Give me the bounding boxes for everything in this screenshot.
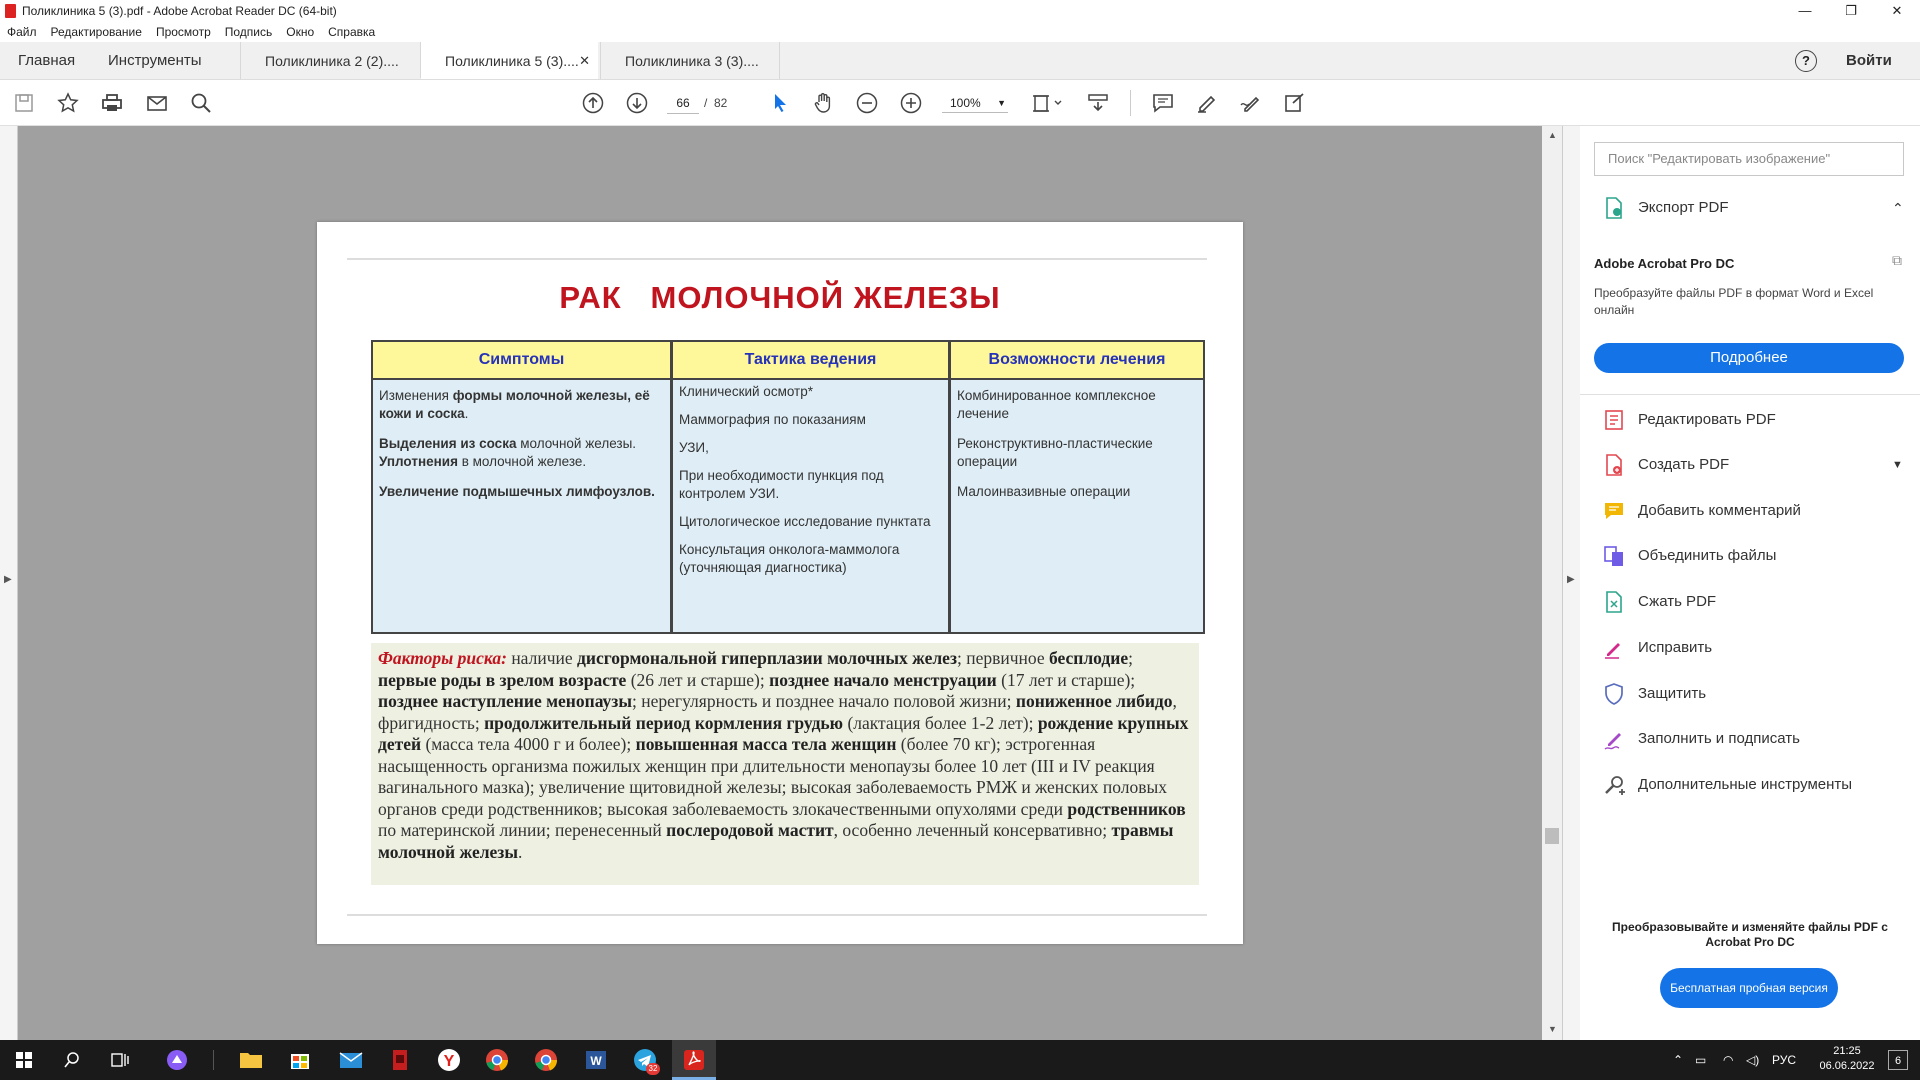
- combine-files-icon: [1602, 544, 1626, 568]
- info-table: [371, 340, 1205, 634]
- tab-document-2-label: Поликлиника 5 (3)....: [445, 53, 579, 69]
- chrome-profile-icon[interactable]: [531, 1045, 561, 1075]
- symptoms-cell: [373, 380, 670, 632]
- symptom-item: [379, 387, 664, 423]
- toolbar-divider: [1130, 90, 1131, 116]
- chevron-down-icon[interactable]: ▼: [1892, 459, 1903, 471]
- text-bold: позднее начало менструации: [769, 669, 997, 690]
- text-bold: повышенная масса тела женщин: [635, 734, 897, 754]
- volume-icon[interactable]: ◁): [1746, 1053, 1760, 1067]
- media-app-icon[interactable]: [385, 1045, 415, 1075]
- notification-center-icon[interactable]: 6: [1888, 1050, 1908, 1070]
- text: по материнской линии; перенесенный: [378, 820, 667, 840]
- sign-icon[interactable]: [1239, 91, 1263, 115]
- windows-taskbar: [0, 1040, 1920, 1080]
- risk-factors-box: [371, 643, 1199, 885]
- tool-label: Создать PDF: [1638, 456, 1730, 473]
- slide-title: РАК МОЛОЧНОЙ ЖЕЛЕЗЫ: [559, 280, 1001, 315]
- text: (17 лет и старше);: [996, 669, 1136, 690]
- tab-document-1[interactable]: Поликлиника 2 (2)....: [240, 42, 420, 79]
- text: .: [518, 841, 523, 862]
- minimize-button[interactable]: —: [1798, 3, 1812, 18]
- tray-expand-icon[interactable]: ⌃: [1673, 1053, 1684, 1067]
- text: ;: [1128, 648, 1134, 668]
- yandex-browser-icon[interactable]: [434, 1045, 464, 1075]
- tool-label: Объединить файлы: [1638, 547, 1777, 564]
- tab-document-2[interactable]: [420, 42, 598, 79]
- tools-search-input[interactable]: Поиск "Редактировать изображение": [1594, 142, 1904, 176]
- tab-close-icon[interactable]: ✕: [579, 53, 590, 68]
- text: , особенно леченный консервативно;: [833, 820, 1112, 840]
- star-icon[interactable]: [56, 91, 80, 115]
- tool-combine-files[interactable]: [1602, 541, 1902, 571]
- share-edit-icon[interactable]: [1283, 91, 1307, 115]
- clock-date: 06.06.2022: [1819, 1060, 1875, 1072]
- section-divider: [1580, 394, 1920, 395]
- edit-pdf-icon: [1602, 408, 1626, 432]
- chevron-up-icon: ⌃: [1892, 200, 1904, 216]
- text: (26 лет и старше);: [626, 669, 770, 690]
- close-button[interactable]: ✕: [1891, 3, 1903, 18]
- select-cursor-icon[interactable]: [768, 91, 792, 115]
- page-down-icon[interactable]: [625, 91, 649, 115]
- tool-label: Защитить: [1638, 685, 1707, 702]
- highlight-pen-icon[interactable]: [1195, 91, 1219, 115]
- tactic-item: Клинический осмотр*: [679, 384, 814, 399]
- comment-icon: [1602, 499, 1626, 523]
- copy-icon[interactable]: ⧉: [1892, 252, 1902, 268]
- expand-left-icon: ▶: [4, 574, 12, 585]
- save-icon[interactable]: [12, 91, 36, 115]
- protect-icon: [1602, 682, 1626, 706]
- tool-edit-pdf[interactable]: [1602, 405, 1902, 435]
- vertical-scrollbar[interactable]: [1542, 126, 1562, 1040]
- page-up-icon[interactable]: [581, 91, 605, 115]
- text: молочной железы.: [516, 436, 637, 451]
- text-bold: формы молочной железы, её кожи и соска: [379, 388, 650, 421]
- free-trial-button[interactable]: Бесплатная пробная версия: [1660, 968, 1838, 1008]
- text: (масса тела 4000 г и более);: [421, 734, 636, 754]
- collapse-right-icon: ▶: [1567, 574, 1575, 585]
- tool-comment[interactable]: [1602, 496, 1902, 526]
- windows-start-icon[interactable]: [9, 1045, 39, 1075]
- text: .: [464, 406, 469, 421]
- tools-pane: [1580, 126, 1920, 1040]
- mail-icon[interactable]: [145, 91, 169, 115]
- text-bold: продолжительный период кормления грудью: [484, 712, 844, 733]
- battery-icon[interactable]: ▭: [1695, 1053, 1707, 1067]
- tactic-item: УЗИ,: [679, 440, 709, 455]
- tactic-item: Маммография по показаниям: [679, 412, 866, 427]
- zoom-select[interactable]: [942, 93, 1008, 113]
- tool-protect[interactable]: [1602, 679, 1902, 709]
- tool-compress-pdf[interactable]: [1602, 587, 1902, 617]
- file-explorer-icon[interactable]: [236, 1045, 266, 1075]
- left-panel-toggle[interactable]: [0, 126, 18, 1040]
- tab-bar: [0, 42, 1920, 80]
- text-bold: бесплодие: [1049, 648, 1129, 668]
- scrollbar-thumb[interactable]: [1545, 828, 1559, 844]
- treatment-item: Малоинвазивные операции: [957, 484, 1131, 499]
- text-bold: рождение крупных детей: [378, 712, 1189, 754]
- text-bold: Уплотнения: [379, 454, 458, 469]
- zoom-value: 100%: [950, 96, 981, 110]
- symptom-item: [379, 435, 664, 471]
- chevron-down-icon: ▼: [997, 98, 1006, 108]
- text-bold: послеродовой мастит: [666, 820, 834, 840]
- treatment-item: Реконструктивно-пластические операции: [957, 436, 1153, 469]
- symptom-item: [379, 483, 664, 501]
- menu-sign[interactable]: Подпись: [224, 25, 273, 39]
- mail-app-icon[interactable]: [336, 1045, 366, 1075]
- text-bold: Выделения из соска: [379, 436, 517, 451]
- clock[interactable]: [1816, 1044, 1878, 1074]
- bottom-promo-text: Преобразовывайте и изменяйте файлы PDF с Acrobat Pro DC: [1612, 920, 1888, 949]
- risk-label: Факторы риска:: [378, 648, 507, 668]
- alice-assistant-icon[interactable]: [162, 1045, 192, 1075]
- acrobat-app-icon: [5, 4, 16, 18]
- telegram-badge: 32: [646, 1063, 660, 1075]
- tab-home[interactable]: Главная: [18, 52, 76, 69]
- tool-label: Добавить комментарий: [1638, 502, 1801, 519]
- compress-pdf-icon: [1602, 590, 1626, 614]
- text: (более 70 кг); эстрогенная насыщенность организма пожилых женщин при длительности менопаузы более 10 лет (III и IV реакция вагинального мазка); увеличение щитовидной железы; высокая заболеваемость РМЖ и женских половых органов среди родственников; высокая заболеваемость злокачественными опухолями среди: [378, 734, 1168, 819]
- wifi-icon[interactable]: ◠: [1723, 1053, 1734, 1067]
- page-number-input[interactable]: 66: [667, 93, 699, 114]
- print-icon[interactable]: [100, 91, 124, 115]
- window-title: Поликлиника 5 (3).pdf - Adobe Acrobat Reader DC (64-bit): [22, 4, 337, 18]
- promo-text: Преобразуйте файлы PDF в формат Word и Excel онлайн: [1594, 286, 1874, 317]
- search-icon[interactable]: [57, 1045, 87, 1075]
- tool-label: Сжать PDF: [1638, 593, 1717, 610]
- menu-file[interactable]: Файл: [7, 25, 37, 39]
- header-symptoms: Симптомы: [373, 342, 670, 380]
- promo-title: Adobe Acrobat Pro DC: [1594, 256, 1735, 271]
- tool-label: Заполнить и подписать: [1638, 730, 1800, 747]
- text-bold: позднее наступление менопаузы: [378, 691, 632, 711]
- export-pdf-toggle[interactable]: [1602, 193, 1902, 223]
- language-indicator[interactable]: РУС: [1772, 1053, 1797, 1067]
- zoom-out-icon[interactable]: [855, 91, 879, 115]
- header-tactics: Тактика ведения: [673, 342, 948, 380]
- text: ; нерегулярность и позднее начало половой жизни;: [632, 691, 1016, 711]
- export-pdf-label: Экспорт PDF: [1638, 199, 1729, 216]
- scroll-up-icon[interactable]: ▲: [1548, 130, 1557, 140]
- tool-fill-correct[interactable]: [1602, 633, 1902, 663]
- comment-icon[interactable]: [1151, 91, 1175, 115]
- text: наличие: [506, 648, 578, 668]
- learn-more-button[interactable]: Подробнее: [1594, 343, 1904, 373]
- text: в молочной железе.: [457, 454, 587, 469]
- title-bar: [0, 0, 1920, 22]
- taskbar-divider: [213, 1050, 214, 1070]
- menu-view[interactable]: Просмотр: [155, 25, 211, 39]
- menu-bar: [0, 22, 1920, 42]
- signin-button[interactable]: Войти: [1846, 52, 1892, 69]
- tool-fill-sign[interactable]: [1602, 724, 1902, 754]
- store-icon[interactable]: [285, 1045, 315, 1075]
- tool-label: Исправить: [1638, 639, 1713, 656]
- help-icon[interactable]: ?: [1795, 50, 1817, 72]
- word-icon[interactable]: [581, 1045, 611, 1075]
- chrome-icon[interactable]: [482, 1045, 512, 1075]
- more-tools-icon: [1602, 773, 1626, 797]
- fill-correct-icon: [1602, 636, 1626, 660]
- text-bold: пониженное либидо: [1015, 691, 1173, 711]
- zoom-in-icon[interactable]: [899, 91, 923, 115]
- hand-tool-icon[interactable]: [811, 91, 835, 115]
- tool-label: Дополнительные инструменты: [1638, 776, 1853, 793]
- export-pdf-icon: [1602, 196, 1626, 220]
- text-bold: родственников: [1067, 798, 1186, 819]
- text-bold: Увеличение подмышечных лимфоузлов.: [379, 484, 655, 499]
- tactics-cell: [673, 380, 948, 632]
- fill-sign-icon: [1602, 727, 1626, 751]
- tool-more-tools[interactable]: [1602, 770, 1902, 800]
- toolbar: [0, 80, 1920, 126]
- menu-window[interactable]: Окно: [286, 25, 315, 39]
- svg-text:W: W: [590, 1054, 602, 1068]
- pdf-page: [317, 222, 1243, 944]
- search-icon[interactable]: [189, 91, 213, 115]
- tab-document-3[interactable]: Поликлиника 3 (3)....: [600, 42, 780, 79]
- menu-edit[interactable]: Редактирование: [50, 25, 142, 39]
- right-panel-toggle[interactable]: [1562, 126, 1580, 1040]
- header-treatment: Возможности лечения: [951, 342, 1203, 380]
- treatment-cell: [951, 380, 1203, 632]
- acrobat-reader-icon[interactable]: [679, 1045, 709, 1075]
- text: , фригидность;: [378, 691, 1177, 733]
- text: Изменения: [379, 388, 453, 403]
- tactic-item: Цитологическое исследование пунктата: [679, 514, 931, 529]
- tactic-item: Консультация онколога-маммолога (уточняющая диагностика): [679, 542, 900, 575]
- text-bold: травмы молочной железы: [378, 820, 1174, 862]
- clock-time: 21:25: [1833, 1045, 1861, 1057]
- tactic-item: При необходимости пункция под контролем УЗИ.: [679, 468, 884, 501]
- create-pdf-icon: [1602, 453, 1626, 477]
- scroll-down-icon[interactable]: ▼: [1548, 1024, 1557, 1034]
- scroll-mode-icon[interactable]: [1086, 91, 1110, 115]
- tool-create-pdf[interactable]: [1602, 450, 1902, 480]
- task-view-icon[interactable]: [104, 1045, 134, 1075]
- maximize-button[interactable]: ❐: [1845, 3, 1857, 18]
- tool-label: Редактировать PDF: [1638, 411, 1776, 428]
- page-total: 82: [714, 96, 728, 110]
- text-bold: дисгормональной гиперплазии молочных желез: [577, 648, 957, 668]
- fit-page-icon[interactable]: [1031, 91, 1065, 115]
- text: (лактация более 1-2 лет);: [843, 712, 1038, 733]
- text-bold: первые роды в зрелом возрасте: [378, 669, 627, 690]
- text: ; первичное: [956, 648, 1050, 668]
- page-separator: /: [704, 96, 708, 110]
- menu-help[interactable]: Справка: [328, 25, 376, 39]
- tab-tools[interactable]: Инструменты: [108, 52, 202, 69]
- svg-text:Y: Y: [443, 1053, 455, 1070]
- treatment-item: Комбинированное комплексное лечение: [957, 388, 1156, 421]
